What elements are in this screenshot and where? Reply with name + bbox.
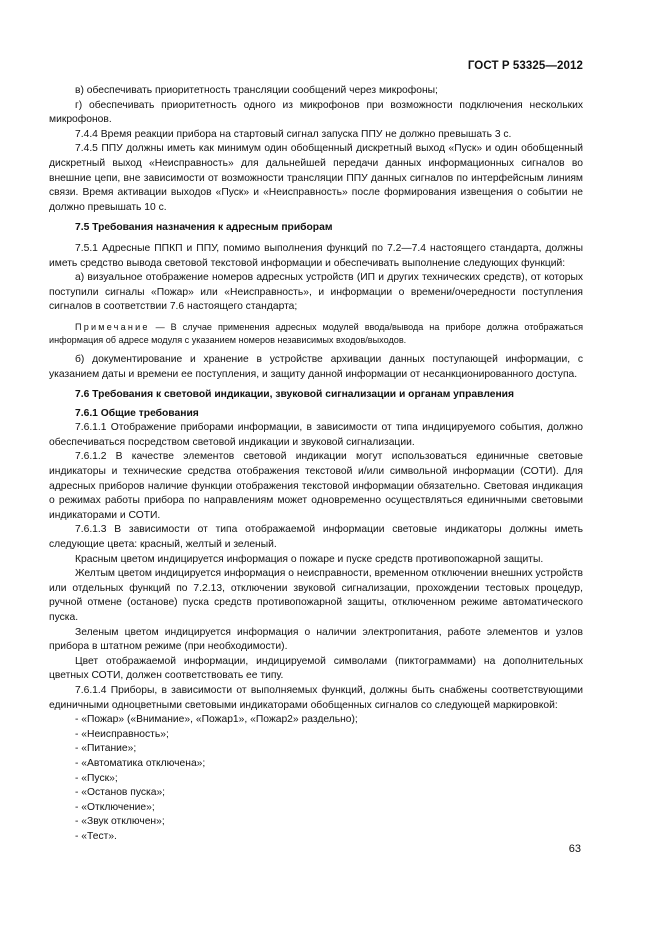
marking-list bbox=[49, 713, 583, 844]
marking-item: - «Пуск»; bbox=[75, 772, 118, 784]
paragraph-item-g: г) обеспечивать приоритетность одного из микрофонов при возможности подключения нескольких микрофонов. bbox=[49, 99, 583, 126]
subsection-7-6-1-heading: 7.6.1 Общие требования bbox=[75, 407, 199, 419]
marking-item: - «Звук отключен»; bbox=[75, 816, 165, 828]
standard-header: ГОСТ Р 53325—2012 bbox=[467, 60, 583, 72]
note-text: — В случае применения адресных модулей ввода/вывода на приборе должна отображаться информация об адресе модуля с указанием номеров независимых входов/выходов. bbox=[49, 321, 583, 345]
marking-item: - «Неисправность»; bbox=[75, 728, 169, 740]
paragraph-7-4-5: 7.4.5 ППУ должны иметь как минимум один обобщенный дискретный выход «Пуск» и один обобщенный дискретный выход «Неисправность» для дальнейшей передачи данных информационных сигналов во внешние цепи, вне зависимости от возможности трансляции ППУ данных сигналов по интерфейсным линиям связи. Время активации выходов «Пуск» и «Неисправность» после формирования извещения о событии не должно превышать 10 с. bbox=[49, 143, 583, 213]
paragraph-green: Зеленым цветом индицируется информация о наличии электропитания, работе элементов и узлов прибора в штатном режиме (при необходимости). bbox=[49, 626, 583, 653]
paragraph-7-6-1-3: 7.6.1.3 В зависимости от типа отображаемой информации световые индикаторы должны иметь следующие цвета: красный, желтый и зеленый. bbox=[49, 524, 583, 551]
page-body bbox=[49, 84, 583, 845]
page-number: 63 bbox=[568, 843, 581, 855]
paragraph-red: Красным цветом индицируется информация о пожаре и пуске средств противопожарной защиты. bbox=[75, 553, 544, 565]
marking-item: - «Отключение»; bbox=[75, 801, 155, 813]
section-7-5-heading: 7.5 Требования назначения к адресным приборам bbox=[75, 222, 333, 234]
paragraph-7-6-1-4: 7.6.1.4 Приборы, в зависимости от выполняемых функций, должны быть снабжены соответствующими единичными одноцветными световыми индикаторами обобщенных сигналов со следующей маркировкой: bbox=[49, 684, 583, 711]
paragraph-7-4-4: 7.4.4 Время реакции прибора на стартовый сигнал запуска ППУ не должно превышать 3 с. bbox=[75, 128, 512, 140]
note bbox=[49, 321, 583, 347]
paragraph-7-5-1: 7.5.1 Адресные ППКП и ППУ, помимо выполнения функций по 7.2—7.4 настоящего стандарта, должны иметь средство вывода световой текстовой информации и обеспечивать выполнение следующих функций: bbox=[49, 242, 583, 269]
section-7-6-heading: 7.6 Требования к световой индикации, звуковой сигнализации и органам управления bbox=[75, 389, 515, 401]
paragraph-color-info: Цвет отображаемой информации, индицируемой символами (пиктограммами) на дополнительных цветных СОТИ, должен соответствовать ее типу. bbox=[49, 655, 583, 682]
marking-item: - «Тест». bbox=[75, 830, 117, 842]
paragraph-7-6-1-2: 7.6.1.2 В качестве элементов световой индикации могут использоваться единичные световые индикаторы и технические средства отображения текстовой и/или символьной информации (СОТИ). Для адресных приборов наличие функции отображения текстовой информации обязательно. Световая индикация о режимах работы прибора по направлениям может одновременно осуществляться единичными световыми индикаторами и СОТИ. bbox=[49, 451, 583, 521]
paragraph-item-b: б) документирование и хранение в устройстве архивации данных поступающей информации, с указанием даты и времени ее поступления, и защиту данной информации от несанкционированного доступа. bbox=[49, 353, 583, 380]
paragraph-yellow: Желтым цветом индицируется информация о неисправности, временном отключении внешних устройств или отдельных функций по 7.2.13, отключении звуковой сигнализации, прохождении тестовых процедур, ручной отмене (останове) пуска средств противопожарной защиты, отключенном режиме автоматического пуска. bbox=[49, 568, 583, 623]
paragraph-item-a: а) визуальное отображение номеров адресных устройств (ИП и других технических средств), от которых поступили сигналы «Пожар» или «Неисправность», и информации о времени/очередности поступления сигналов в соответствии 7.6 настоящего стандарта; bbox=[49, 272, 583, 313]
note-label: Примечание bbox=[75, 321, 150, 332]
marking-item: - «Останов пуска»; bbox=[75, 787, 166, 799]
marking-item: - «Питание»; bbox=[75, 743, 137, 755]
marking-item: - «Автоматика отключена»; bbox=[75, 757, 206, 769]
paragraph-item-v: в) обеспечивать приоритетность трансляции сообщений через микрофоны; bbox=[75, 85, 438, 96]
marking-item: - «Пожар» («Внимание», «Пожар1», «Пожар2» раздельно); bbox=[75, 714, 358, 726]
paragraph-7-6-1-1: 7.6.1.1 Отображение приборами информации, в зависимости от типа индицируемого события, должно обеспечиваться посредством световой индикации и звуковой сигнализации. bbox=[49, 422, 583, 448]
